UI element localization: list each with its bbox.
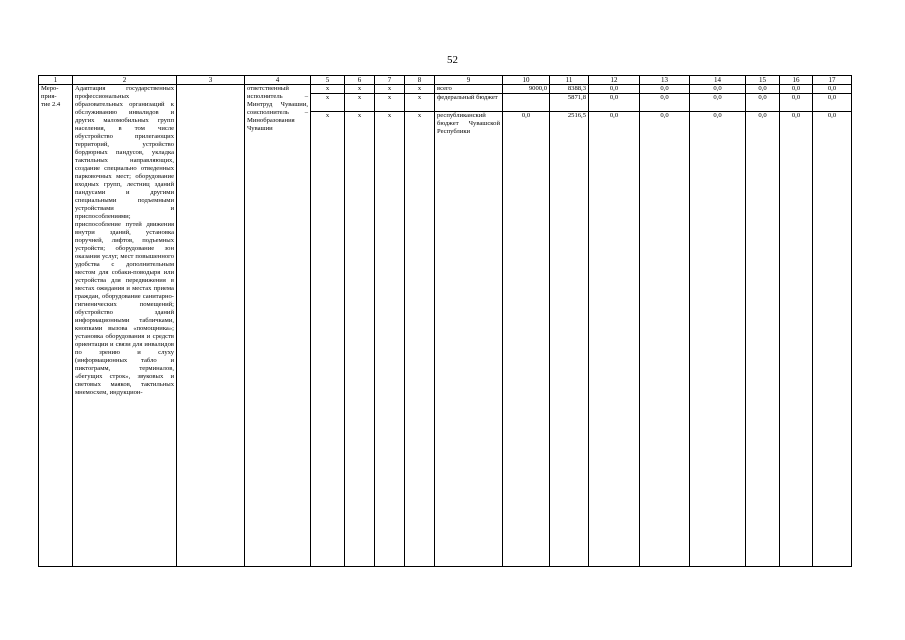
table-cell: 0,0 (640, 85, 690, 94)
header-row (39, 76, 852, 85)
header-cell: 1 (39, 76, 73, 85)
table-cell: 0,0 (640, 94, 690, 112)
table-cell: 0,0 (503, 112, 550, 567)
table-cell: 8388,3 (550, 85, 589, 94)
funding-source: республиканский бюджет Чувашской Республики (435, 112, 503, 567)
header-cell: 12 (589, 76, 640, 85)
event-description: Адаптация государственных профессиональных образовательных организаций к обслуживанию инвалидов и других маломобильных групп населения, в том числе обустройство прилегающих территорий, устройство бордюрных пандусов, укладка тактильных направляющих, создание специально отведенных парковочных мест; оборудование входных групп, лестниц зданий пандусами и другими специальными подъемными устройствами и приспособлениями; приспособление путей движения внутри зданий, установка поручней, лифтов, подъемных устройств; оборудование зон оказания услуг, мест повышенного удобства с дополнительным местом для собаки-поводыря или устройства для передвижения в местах ожидания и местах приема граждан, оборудование санитарно-гигиенических помещений; обустройство зданий информационными табличками, кнопками вызова «помощника»; установка оборудования и средств ориентации и связи для инвалидов по зрению и слуху (информационных табло и пиктограмм, терминалов, «бегущих строк», звуковых и световых маяков, тактильных мнемосхем, индукцион- (73, 85, 177, 567)
header-cell: 7 (375, 76, 405, 85)
table-cell: 0,0 (813, 112, 852, 567)
table-cell: 5871,8 (550, 94, 589, 112)
header-cell: 17 (813, 76, 852, 85)
program-table (38, 75, 852, 567)
table-cell: 0,0 (690, 112, 746, 567)
table-cell: х (311, 112, 345, 567)
table-cell: х (405, 112, 435, 567)
page-number: 52 (447, 54, 458, 66)
table-cell: 0,0 (589, 94, 640, 112)
executor-cell: ответственный исполнитель – Минтруд Чувашии, соисполнитель – Минобразования Чувашии (245, 85, 311, 567)
table-cell: 0,0 (690, 85, 746, 94)
table-cell: 0,0 (780, 85, 813, 94)
table-row (39, 85, 852, 94)
header-cell: 11 (550, 76, 589, 85)
header-cell: 15 (746, 76, 780, 85)
header-cell: 4 (245, 76, 311, 85)
header-cell: 13 (640, 76, 690, 85)
header-cell: 5 (311, 76, 345, 85)
table-cell: 0,0 (813, 94, 852, 112)
table-cell: 0,0 (640, 112, 690, 567)
table-cell: 0,0 (746, 112, 780, 567)
table-cell: 0,0 (589, 112, 640, 567)
header-cell: 3 (177, 76, 245, 85)
funding-source: всего (435, 85, 503, 94)
header-cell: 16 (780, 76, 813, 85)
header-cell: 10 (503, 76, 550, 85)
table-cell: х (375, 94, 405, 112)
table-cell: х (311, 85, 345, 94)
table-cell: х (345, 85, 375, 94)
table-cell: х (405, 94, 435, 112)
event-id: Меро- прия- тие 2.4 (39, 85, 73, 567)
table-cell: х (345, 94, 375, 112)
table-cell: 0,0 (589, 85, 640, 94)
table-cell (503, 94, 550, 112)
table-cell: х (405, 85, 435, 94)
table-cell: 0,0 (690, 94, 746, 112)
table-cell: 0,0 (746, 85, 780, 94)
header-cell: 2 (73, 76, 177, 85)
table-cell: 0,0 (780, 94, 813, 112)
table-cell: 2516,5 (550, 112, 589, 567)
table-cell: х (375, 85, 405, 94)
table-cell: х (311, 94, 345, 112)
header-cell: 9 (435, 76, 503, 85)
header-cell: 6 (345, 76, 375, 85)
table-cell: 0,0 (813, 85, 852, 94)
header-cell: 8 (405, 76, 435, 85)
table-cell: х (375, 112, 405, 567)
funding-source: федеральный бюджет (435, 94, 503, 112)
table-cell: 9000,0 (503, 85, 550, 94)
table-cell: х (345, 112, 375, 567)
table-cell: 0,0 (780, 112, 813, 567)
table-cell: 0,0 (746, 94, 780, 112)
col3-cell (177, 85, 245, 567)
header-cell: 14 (690, 76, 746, 85)
